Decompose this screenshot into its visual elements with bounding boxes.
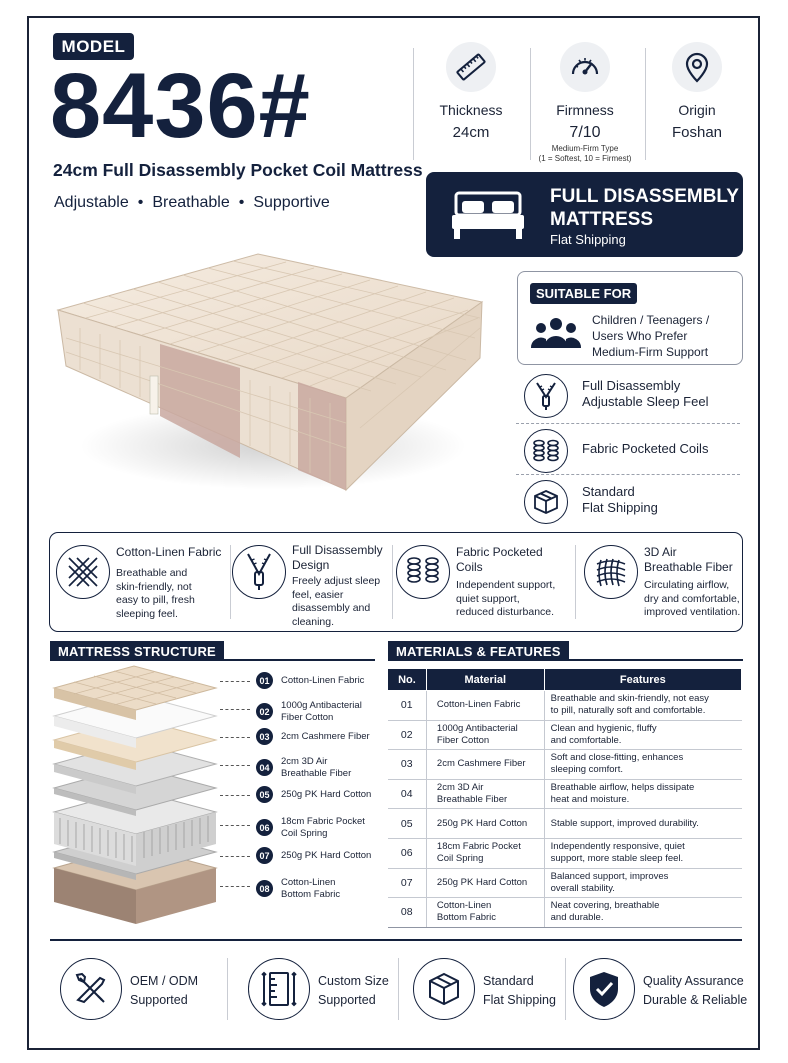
layer-text (281, 700, 362, 723)
side-feature (524, 372, 740, 420)
cell-line: Cotton-Linen (436, 900, 492, 912)
layer-label (256, 847, 371, 864)
features-cell (544, 838, 741, 868)
table-row (388, 838, 742, 868)
leader-line (220, 737, 250, 738)
side-feature-line: Full Disassembly (582, 378, 681, 393)
divider (575, 545, 576, 619)
coil-spring-icon (396, 545, 450, 599)
cell-line: Neat covering, breathable (550, 900, 660, 912)
layer-label (256, 700, 362, 723)
material-cell (426, 691, 544, 721)
layer-text-line: Cotton-Linen Fabric (281, 674, 365, 686)
feature-card (50, 533, 230, 631)
layer-label (256, 728, 370, 745)
feature-card-desc (644, 579, 740, 620)
layer-number: 04 (256, 759, 273, 776)
desc-line: easy to pill, fresh (116, 594, 195, 606)
footer-text (318, 972, 389, 1010)
desc-line: disassembly and (292, 602, 371, 614)
materials-table (387, 668, 742, 928)
layer-number: 01 (256, 672, 273, 689)
feature-card-title-line: 3D Air (644, 545, 677, 559)
feature-card-desc (456, 579, 555, 620)
firmness-scale-note: (1 = Softest, 10 = Firmest) (538, 154, 632, 163)
cell-line: to pill, naturally soft and comfortable. (550, 705, 706, 717)
layer-text-line: 250g PK Hard Cotton (281, 788, 372, 800)
feature-card-desc (292, 575, 380, 629)
divider (565, 958, 566, 1020)
desc-line: improved ventilation. (644, 606, 741, 618)
spec-thickness (416, 42, 526, 141)
coil-spring-icon (524, 429, 568, 473)
table-row (388, 779, 742, 809)
tagline-bullet: • (238, 194, 245, 211)
footer-item (573, 958, 748, 1024)
feature-card-title-line: Full Disassembly (292, 543, 383, 557)
desc-line: Freely adjust sleep (292, 575, 381, 587)
side-feature-text (582, 484, 658, 516)
cell-line: 1000g Antibacterial (436, 722, 518, 734)
features-cell (544, 779, 741, 809)
woven-fabric-icon (56, 545, 110, 599)
section-rule (388, 659, 743, 661)
layer-text (281, 816, 365, 839)
leader-line (220, 825, 250, 826)
cell-line: Cotton-Linen Fabric (436, 699, 521, 711)
layer-number: 06 (256, 819, 273, 836)
divider (227, 958, 228, 1020)
mesh-fiber-icon (584, 545, 638, 599)
footer-item (248, 958, 398, 1024)
features-cell (544, 898, 741, 928)
desc-line: Breathable and (116, 567, 188, 579)
tagline-item: Adjustable (54, 194, 129, 211)
side-feature-line: Flat Shipping (582, 500, 658, 515)
divider (398, 958, 399, 1020)
table-row (388, 720, 742, 750)
desc-line: Independent support, (456, 579, 556, 591)
layer-text (281, 731, 370, 743)
cell-line: 2cm Cashmere Fiber (436, 758, 526, 770)
box-icon (413, 958, 475, 1020)
desc-line: dry and comfortable, (644, 592, 740, 605)
dashed-divider (516, 474, 740, 475)
cell-line: 250g PK Hard Cotton (436, 876, 528, 888)
material-cell (426, 898, 544, 928)
material-cell (426, 750, 544, 780)
footer-text (643, 972, 747, 1010)
spec-label: Origin (678, 102, 716, 118)
layer-text-line: Breathable Fiber (281, 767, 352, 779)
materials-title: MATERIALS & FEATURES (388, 641, 569, 661)
feature-card-title (292, 543, 383, 573)
material-cell (426, 868, 544, 898)
material-cell (426, 779, 544, 809)
layer-text (281, 877, 340, 900)
spec-value: 24cm (452, 124, 490, 141)
layer-text-line: Cotton-Linen (281, 877, 336, 888)
bed-icon (450, 189, 526, 241)
banner-title (550, 185, 739, 231)
location-pin-icon (672, 42, 722, 92)
row-number: 08 (388, 898, 427, 928)
mattress-illustration (50, 248, 490, 498)
table-row (388, 750, 742, 780)
layer-number: 08 (256, 880, 273, 897)
tagline-bullet: • (137, 194, 144, 211)
tools-icon (60, 958, 122, 1020)
row-number: 03 (388, 750, 427, 780)
layer-text-line: 18cm Fabric Pocket (281, 816, 365, 827)
layer-text-line: Bottom Fabric (281, 888, 341, 900)
spec-origin (642, 42, 752, 141)
tagline-item: Breathable (152, 194, 230, 211)
layer-number: 03 (256, 728, 273, 745)
layer-text (281, 756, 351, 779)
cell-line: Coil Spring (436, 853, 484, 865)
feature-card-title-line: Fabric Pocketed (456, 545, 543, 559)
cell-line: Breathable and skin-friendly, not easy (550, 693, 709, 705)
model-number: 8436# (50, 55, 311, 157)
divider (413, 48, 414, 160)
layer-label (256, 756, 351, 779)
leader-line (220, 856, 250, 857)
leader-line (220, 681, 250, 682)
cell-line: heat and moisture. (550, 794, 630, 806)
footer-text-line: Durable & Reliable (643, 993, 748, 1007)
footer-text-line: Flat Shipping (483, 993, 556, 1007)
side-feature-text (582, 378, 708, 410)
footer-item (60, 958, 220, 1024)
column-header: Features (544, 669, 741, 691)
feature-card-title-line: Design (292, 558, 330, 572)
product-subtitle: 24cm Full Disassembly Pocket Coil Mattress (53, 160, 423, 180)
features-cell (544, 809, 741, 839)
layer-label (256, 816, 365, 839)
cell-line: Breathable airflow, helps dissipate (550, 782, 695, 794)
model-badge: MODEL (53, 33, 134, 60)
firmness-note: Medium-Firm Type (551, 144, 619, 153)
column-header: No. (388, 669, 427, 691)
side-feature-line: Standard (582, 484, 635, 499)
features-cell (544, 691, 741, 721)
desc-line: feel, easier (292, 588, 344, 601)
cell-line: sleeping comfort. (550, 764, 623, 776)
side-feature-line: Fabric Pocketed Coils (582, 441, 709, 456)
layer-label (256, 786, 371, 803)
layer-text-line: 2cm 3D Air (281, 756, 328, 767)
footer-rule (50, 939, 742, 941)
footer-text (483, 972, 556, 1010)
custom-size-icon (248, 958, 310, 1020)
feature-card (226, 533, 396, 631)
cell-line: Soft and close-fitting, enhances (550, 752, 684, 764)
tagline-item: Supportive (253, 194, 330, 211)
layer-label (256, 877, 340, 900)
feature-card (578, 533, 742, 631)
disassembly-banner (426, 172, 743, 257)
suitable-for-box (517, 271, 743, 365)
leader-line (220, 795, 250, 796)
material-cell (426, 809, 544, 839)
layer-number: 05 (256, 786, 273, 803)
feature-card-desc (116, 567, 195, 621)
zipper-icon (232, 545, 286, 599)
suitable-line: Medium-Firm Support (592, 345, 709, 359)
suitable-for-tag: SUITABLE FOR (530, 283, 637, 304)
table-row (388, 809, 742, 839)
layer-stack-illustration (48, 662, 224, 936)
layer-number: 02 (256, 703, 273, 720)
row-number: 05 (388, 809, 427, 839)
layer-label (256, 672, 364, 689)
leader-line (220, 709, 250, 710)
cell-line: 18cm Fabric Pocket (436, 841, 521, 853)
people-group-icon (530, 316, 582, 350)
footer-text-line: Quality Assurance (643, 974, 744, 988)
layer-number: 07 (256, 847, 273, 864)
feature-card-title (116, 545, 221, 560)
material-cell (426, 720, 544, 750)
row-number: 07 (388, 868, 427, 898)
cell-line: 2cm 3D Air (436, 782, 484, 794)
feature-card-title-line: Breathable Fiber (644, 560, 733, 574)
cell-line: Bottom Fabric (436, 912, 497, 924)
features-cell (544, 750, 741, 780)
side-feature-text (582, 441, 708, 457)
layer-text (281, 850, 371, 862)
cell-line: support, more stable sleep feel. (550, 853, 684, 865)
footer-text-line: Supported (130, 993, 188, 1007)
structure-title: MATTRESS STRUCTURE (50, 641, 224, 661)
footer-text-line: Standard (483, 974, 534, 988)
feature-card-title (456, 545, 543, 575)
cell-line: Breathable Fiber (436, 794, 508, 806)
layer-text-line: Fiber Cotton (281, 711, 334, 723)
cell-line: and durable. (550, 912, 604, 924)
spec-label: Firmness (556, 102, 614, 118)
layer-text-line: 250g PK Hard Cotton (281, 849, 372, 861)
table-row (388, 691, 742, 721)
box-icon (524, 480, 568, 524)
suitable-for-text (592, 312, 709, 360)
feature-bar (49, 532, 743, 632)
row-number: 06 (388, 838, 427, 868)
feature-card-title-line: Cotton-Linen Fabric (116, 545, 222, 559)
shield-check-icon (573, 958, 635, 1020)
banner-subtitle: Flat Shipping (550, 232, 626, 247)
spec-value: Foshan (671, 124, 723, 141)
gauge-icon (560, 42, 610, 92)
desc-line: sleeping feel. (116, 607, 178, 620)
material-cell (426, 838, 544, 868)
row-number: 01 (388, 691, 427, 721)
side-feature-line: Adjustable Sleep Feel (582, 394, 709, 409)
spec-value: 7/10 (569, 124, 601, 141)
cell-line: and comfortable. (550, 734, 622, 746)
side-feature (524, 478, 740, 526)
desc-line: quiet support, (456, 592, 520, 605)
leader-line (220, 765, 250, 766)
cell-line: Fiber Cotton (436, 734, 490, 746)
layer-text-line: 1000g Antibacterial (281, 700, 362, 711)
table-row (388, 868, 742, 898)
column-header: Material (426, 669, 544, 691)
spec-label: Thickness (439, 102, 503, 118)
footer-item (413, 958, 563, 1024)
leader-line (220, 886, 250, 887)
section-rule (50, 659, 375, 661)
layer-text-line: Coil Spring (281, 827, 328, 839)
desc-line: Circulating airflow, (644, 579, 730, 591)
spec-firmness (530, 42, 640, 164)
cell-line: Clean and hygienic, fluffy (550, 722, 657, 734)
footer-text-line: Custom Size (318, 974, 389, 988)
layer-text-line: 2cm Cashmere Fiber (281, 730, 370, 742)
feature-card-title (644, 545, 733, 575)
cell-line: 250g PK Hard Cotton (436, 817, 528, 829)
table-header-row (388, 669, 742, 691)
footer-text (130, 972, 198, 1010)
cell-line: Balanced support, improves (550, 870, 669, 882)
feature-card-title-line: Coils (456, 560, 483, 574)
layer-text (281, 675, 364, 687)
suitable-line: Children / Teenagers / (592, 313, 710, 327)
banner-title-line: MATTRESS (550, 209, 654, 230)
banner-title-line: FULL DISASSEMBLY (550, 186, 739, 207)
feature-card (390, 533, 570, 631)
features-cell (544, 720, 741, 750)
cell-line: Independently responsive, quiet (550, 841, 685, 853)
desc-line: skin-friendly, not (116, 580, 192, 593)
side-feature (524, 427, 740, 475)
row-number: 04 (388, 779, 427, 809)
row-number: 02 (388, 720, 427, 750)
features-cell (544, 868, 741, 898)
table-row (388, 898, 742, 928)
cell-line: Stable support, improved durability. (550, 817, 699, 829)
layer-text (281, 789, 371, 801)
footer-text-line: OEM / ODM (130, 974, 199, 988)
dashed-divider (516, 423, 740, 424)
desc-line: reduced disturbance. (456, 606, 555, 618)
suitable-line: Users Who Prefer (592, 329, 688, 343)
tagline (54, 194, 330, 212)
ruler-icon (446, 42, 496, 92)
desc-line: cleaning. (292, 615, 335, 628)
footer-text-line: Supported (318, 993, 376, 1007)
zipper-icon (524, 374, 568, 418)
cell-line: overall stability. (550, 882, 615, 894)
